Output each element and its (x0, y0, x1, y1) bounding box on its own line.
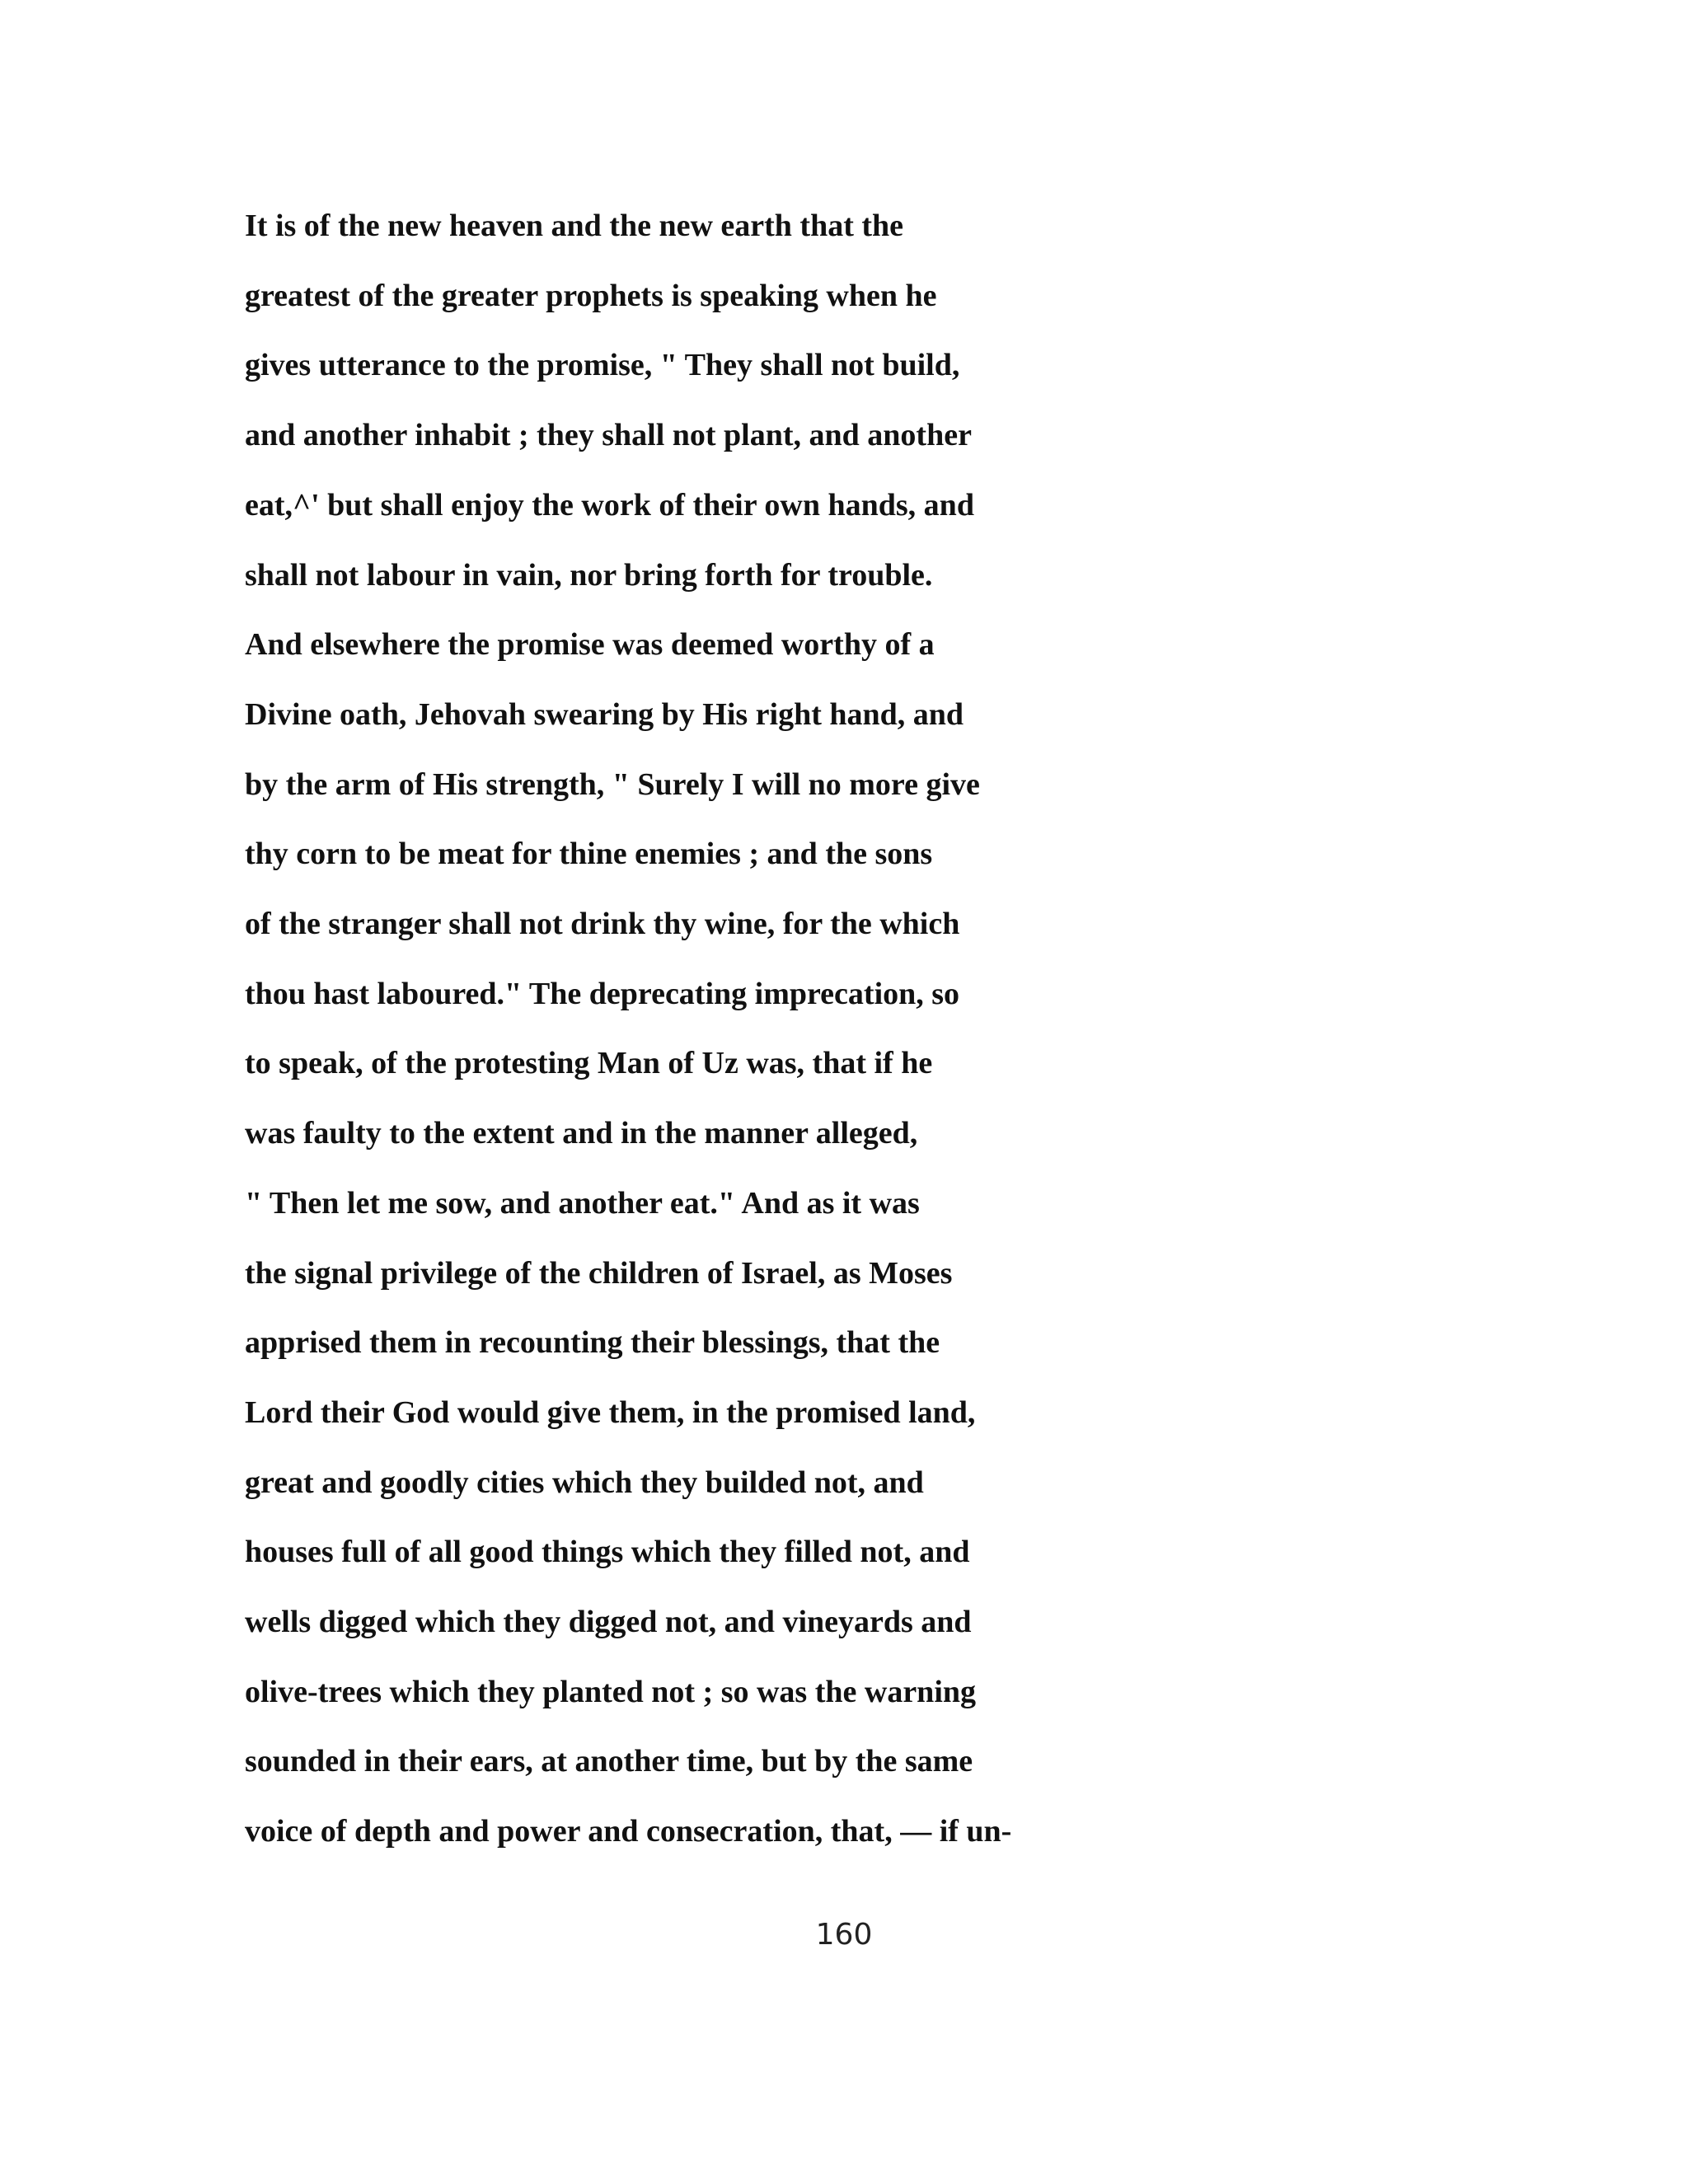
body-text (245, 191, 1481, 1867)
text-line: sounded in their ears, at another time, but by the same (245, 1744, 973, 1779)
text-line: It is of the new heaven and the new earth that the (245, 209, 904, 243)
text-line: thy corn to be meat for thine enemies ; and the sons (245, 837, 933, 872)
text-line: " Then let me sow, and another eat." And as it was (245, 1185, 920, 1221)
text-line: by the arm of His strength, " Surely I will no more give (245, 766, 980, 802)
page-number: 160 (815, 1918, 873, 1952)
text-line: Lord their God would give them, in the promised land, (245, 1394, 976, 1430)
text-line: the signal privilege of the children of Israel, as Moses (245, 1255, 953, 1291)
text-line: And elsewhere the promise was deemed worthy of a (245, 627, 935, 663)
text-line: gives utterance to the promise, " They shall not build, (245, 348, 960, 383)
text-line: thou hast laboured." The deprecating imprecation, so (245, 976, 960, 1011)
text-line: great and goodly cities which they builded not, and (245, 1465, 924, 1500)
text-line: wells digged which they digged not, and vineyards and (245, 1605, 972, 1640)
text-line: greatest of the greater prophets is speaking when he (245, 278, 937, 313)
text-line: Divine oath, Jehovah swearing by His right hand, and (245, 696, 964, 732)
text-line: voice of depth and power and consecration, that, — if un- (245, 1814, 1012, 1849)
text-line: was faulty to the extent and in the manner alleged, (245, 1116, 918, 1151)
text-line: shall not labour in vain, nor bring forth for trouble. (245, 557, 933, 593)
text-line: houses full of all good things which they filled not, and (245, 1535, 970, 1570)
text-line: olive-trees which they planted not ; so was the warning (245, 1674, 977, 1709)
text-line: and another inhabit ; they shall not plant, and another (245, 418, 972, 453)
text-line: eat,^' but shall enjoy the work of their own hands, and (245, 487, 974, 523)
text-line: to speak, of the protesting Man of Uz was, that if he (245, 1046, 933, 1081)
text-line: apprised them in recounting their blessings, that the (245, 1325, 940, 1361)
text-line: of the stranger shall not drink thy wine, for the which (245, 907, 960, 942)
